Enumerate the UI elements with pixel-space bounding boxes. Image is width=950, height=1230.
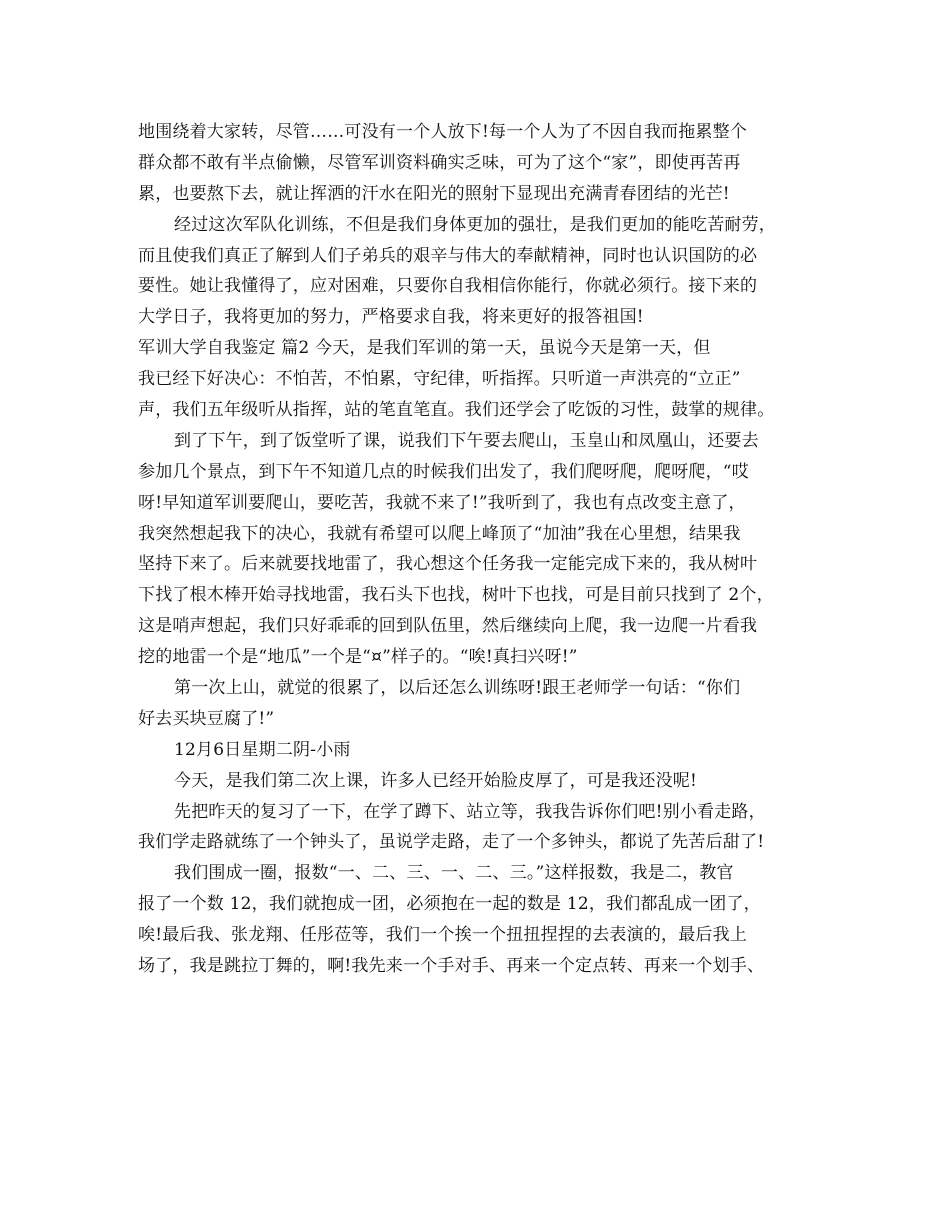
text-line: 下找了根木棒开始寻找地雷，我石头下也找，树叶下也找，可是目前只找到了 2个， [138, 585, 774, 606]
text-line: 到了下午，到了饭堂听了课，说我们下午要去爬山，玉皇山和凤凰山，还要去 [174, 430, 759, 451]
text-line: 经过这次军队化训练，不但是我们身体更加的强壮，是我们更加的能吃苦耐劳， [174, 214, 776, 235]
text-line: 军训大学自我鉴定 篇2 今天，是我们军训的第一天，虽说今天是第一天，但 [138, 338, 711, 359]
text-line: 第一次上山，就觉的很累了，以后还怎么训练呀!跟王老师学一句话：“你们 [174, 678, 741, 699]
text-line: 唉!最后我、张龙翔、任彤莅等，我们一个挨一个扭扭捏捏的去表演的，最后我上 [138, 925, 748, 946]
text-line: 参加几个景点，到下午不知道几点的时候我们出发了，我们爬呀爬，爬呀爬，“哎 [138, 461, 749, 482]
text-line: 今天，是我们第二次上课，许多人已经开始脸皮厚了，可是我还没呢! [174, 770, 698, 791]
text-line: 我突然想起我下的决心，我就有希望可以爬上峰顶了“加油”我在心里想，结果我 [138, 523, 741, 544]
text-line: 呀!早知道军训要爬山，要吃苦，我就不来了!”我听到了，我也有点改变主意了， [138, 492, 746, 513]
text-line: 好去买块豆腐了!” [138, 708, 275, 729]
text-line: 12月6日星期二阴-小雨 [174, 739, 351, 760]
text-line: 群众都不敢有半点偷懒，尽管军训资料确实乏味，可为了这个“家”，即使再苦再 [138, 152, 741, 173]
text-line: 报了一个数 12，我们就抱成一团，必须抱在一起的数是 12，我们都乱成一团了， [138, 894, 761, 915]
text-line: 这是哨声想起，我们只好乖乖的回到队伍里，然后继续向上爬，我一边爬一片看我 [138, 616, 758, 637]
text-line: 而且使我们真正了解到人们子弟兵的艰辛与伟大的奉献精神，同时也认识国防的必 [138, 245, 758, 266]
text-line: 先把昨天的复习了一下，在学了蹲下、站立等，我我告诉你们吧!别小看走路， [174, 801, 766, 822]
text-line: 大学日子，我将更加的努力，严格要求自我，将来更好的报答祖国! [138, 307, 644, 328]
text-line: 我们围成一圈，报数“一、二、三、一、二、三。”这样报数，我是二，教官 [174, 863, 734, 884]
text-line: 累，也要熬下去，就让挥洒的汗水在阳光的照射下显现出充满青春团结的光芒! [138, 183, 730, 204]
text-line: 要性。她让我懂得了，应对困难，只要你自我相信你能行，你就必须行。接下来的 [138, 276, 758, 297]
text-line: 地围绕着大家转，尽管……可没有一个人放下!每一个人为了不因自我而拖累整个 [138, 122, 748, 142]
text-line: 声，我们五年级听从指挥，站的笔直笔直。我们还学会了吃饭的习性，鼓掌的规律。 [138, 400, 775, 421]
text-line: 坚持下来了。后来就要找地雷了，我心想这个任务我一定能完成下来的，我从树叶 [138, 554, 758, 575]
text-line: 我们学走路就练了一个钟头了，虽说学走路，走了一个多钟头，都说了先苦后甜了! [138, 832, 765, 853]
text-line: 场了，我是跳拉丁舞的，啊!我先来一个手对手、再来一个定点转、再来一个划手、 [138, 956, 765, 977]
text-line: 挖的地雷一个是“地瓜”一个是“¤”样子的。“唉!真扫兴呀!” [138, 647, 578, 668]
text-line: 我已经下好决心：不怕苦，不怕累，守纪律，听指挥。只听道一声洪亮的“立正” [138, 369, 741, 390]
document-body [138, 117, 828, 982]
